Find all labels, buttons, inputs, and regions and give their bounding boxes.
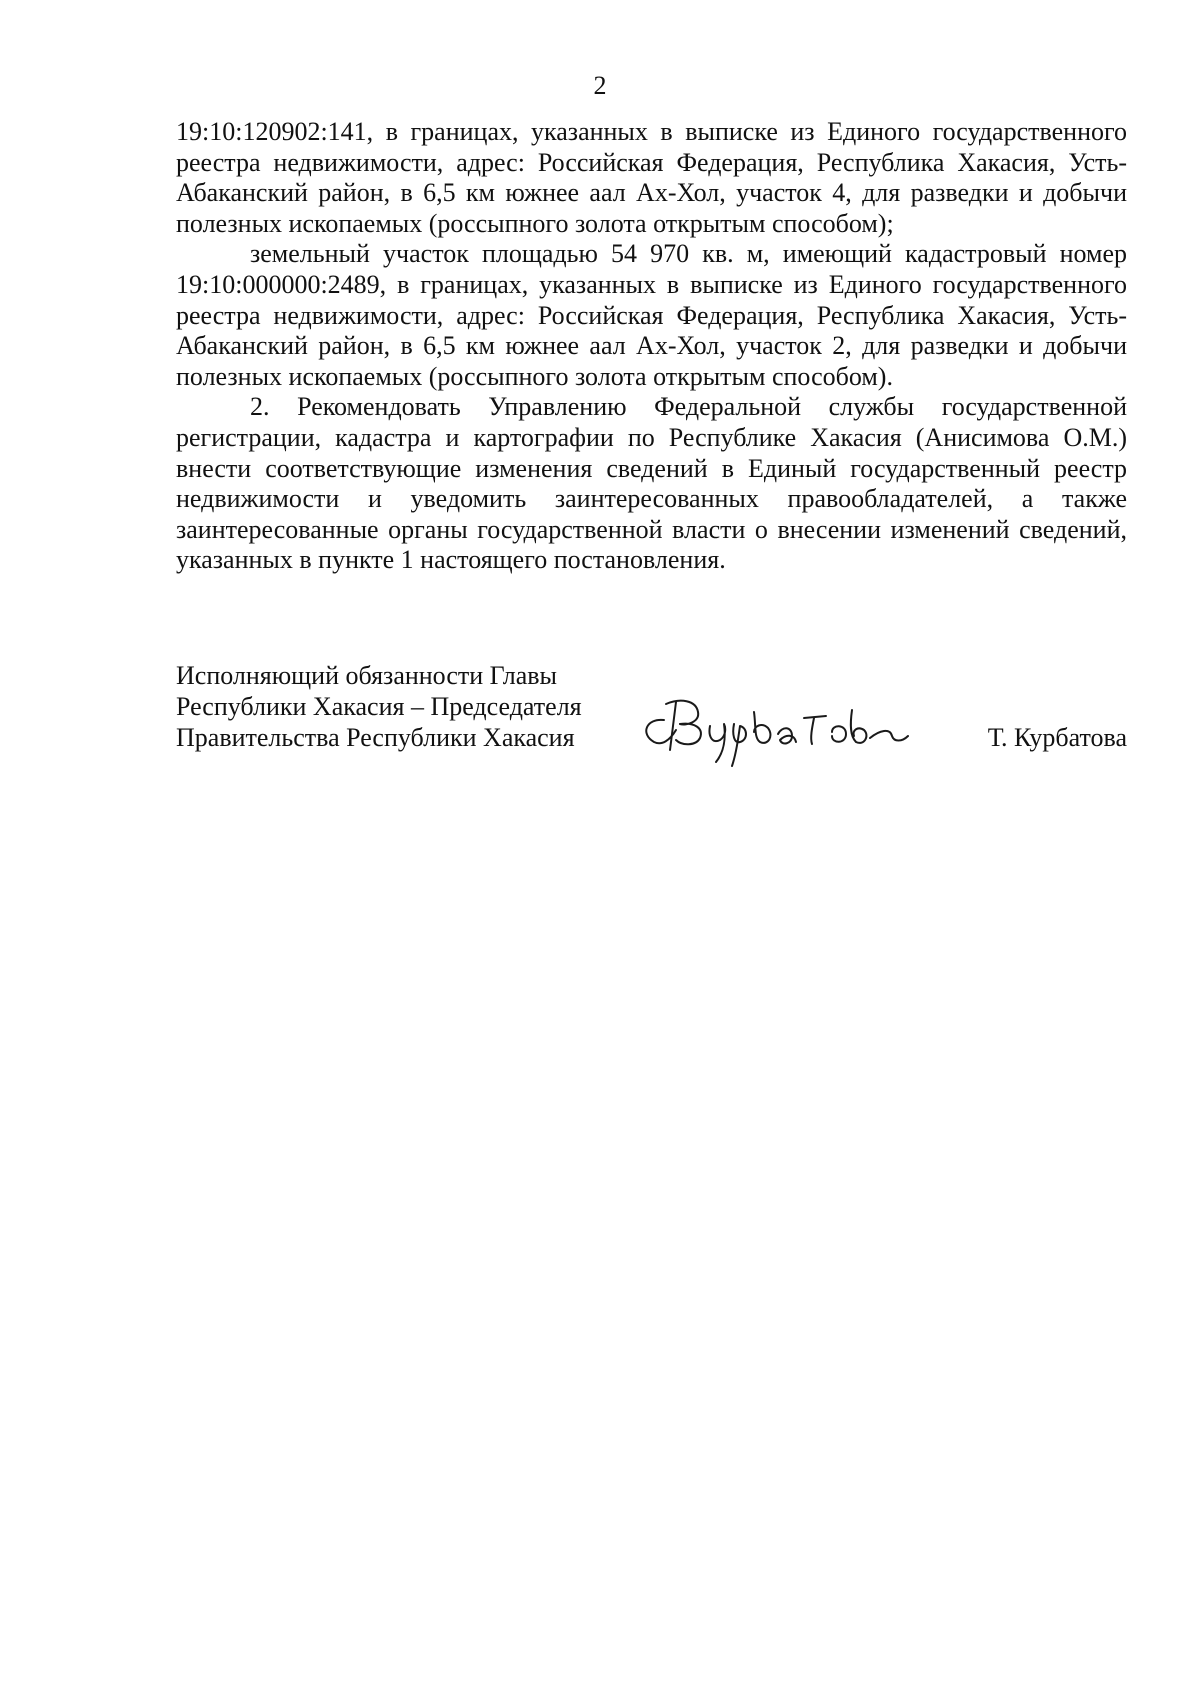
paragraph-land-plot: земельный участок площадью 54 970 кв. м, имеющий кадастровый номер 19:10:000000:2489, в границах, указанных в выписке из Единого государственного реестра недвижимости, адрес: Российская Федерация, Республика Хакасия, Усть-Абаканский район, в 6,5 км южнее аал Ах-Хол, участок 2, для разведки и добычи полезных ископаемых (россыпного золота открытым способом). bbox=[176, 239, 1127, 391]
handwritten-signature bbox=[636, 690, 926, 770]
document-body bbox=[176, 117, 1127, 576]
page-number: 2 bbox=[593, 71, 607, 100]
signatory-position-line: Республики Хакасия – Председателя bbox=[176, 692, 582, 721]
paragraph-continuation: 19:10:120902:141, в границах, указанных в выписке из Единого государственного реестра недвижимости, адрес: Российская Федерация, Республика Хакасия, Усть-Абаканский район, в 6,5 км южнее аал Ах-Хол, участок 4, для разведки и добычи полезных ископаемых (россыпного золота открытым способом); bbox=[176, 117, 1127, 238]
paragraph-recommendation: 2. Рекомендовать Управлению Федеральной службы государственной регистрации, кадастра и картографии по Республике Хакасия (Анисимова О.М.) внести соответствующие изменения сведений в Единый государственный реестр недвижимости и уведомить заинтересованных правообладателей, а также заинтересованные органы государственной власти о внесении изменений сведений, указанных в пункте 1 настоящего постановления. bbox=[176, 392, 1127, 575]
signatory-position-line: Правительства Республики Хакасия bbox=[176, 723, 575, 752]
signature-block bbox=[176, 660, 1127, 770]
signatory-position-line: Исполняющий обязанности Главы bbox=[176, 661, 557, 690]
signatory-name: Т. Курбатова bbox=[987, 723, 1127, 752]
signatory-position bbox=[176, 660, 616, 753]
